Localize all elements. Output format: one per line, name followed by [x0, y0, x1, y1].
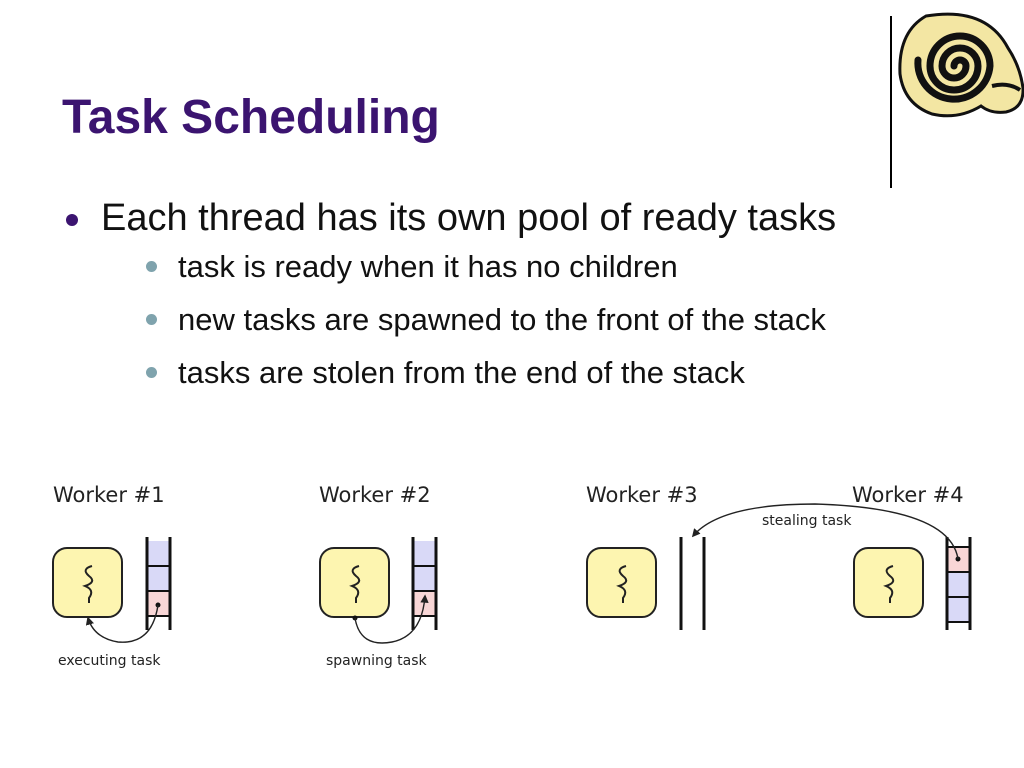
worker-4	[852, 483, 970, 630]
main-bullet	[62, 196, 836, 399]
task-slot	[947, 572, 970, 597]
task-slot	[147, 566, 170, 591]
task-slot	[413, 541, 436, 566]
worker-3-label: Worker #3	[586, 483, 698, 507]
thread-box	[854, 548, 923, 617]
slide-title: Task Scheduling	[62, 91, 440, 144]
title-divider-line	[890, 16, 892, 188]
main-bullet-text: Each thread has its own pool of ready tasks	[101, 197, 837, 239]
bullet-list	[62, 196, 836, 399]
task-slot	[947, 597, 970, 622]
swirl-logo-icon	[896, 8, 1024, 124]
worker-4-label: Worker #4	[852, 483, 964, 507]
thread-box	[587, 548, 656, 617]
worker-1-label: Worker #1	[53, 483, 165, 507]
executing-task-caption: executing task	[58, 653, 161, 669]
spawning-task-caption: spawning task	[326, 653, 427, 669]
worker-2	[319, 483, 436, 669]
sub-bullet: tasks are stolen from the end of the stack	[101, 346, 836, 399]
sub-bullet: new tasks are spawned to the front of the stack	[101, 293, 836, 346]
sub-bullet-list	[101, 240, 836, 399]
task-slot	[413, 566, 436, 591]
work-stealing-diagram	[0, 470, 1024, 690]
worker-2-label: Worker #2	[319, 483, 431, 507]
worker-1	[53, 483, 170, 669]
thread-box	[320, 548, 389, 617]
sub-bullet: task is ready when it has no children	[101, 240, 836, 293]
worker-3	[586, 483, 704, 630]
task-slot	[147, 541, 170, 566]
stealing-task-caption: stealing task	[762, 513, 852, 529]
thread-box	[53, 548, 122, 617]
